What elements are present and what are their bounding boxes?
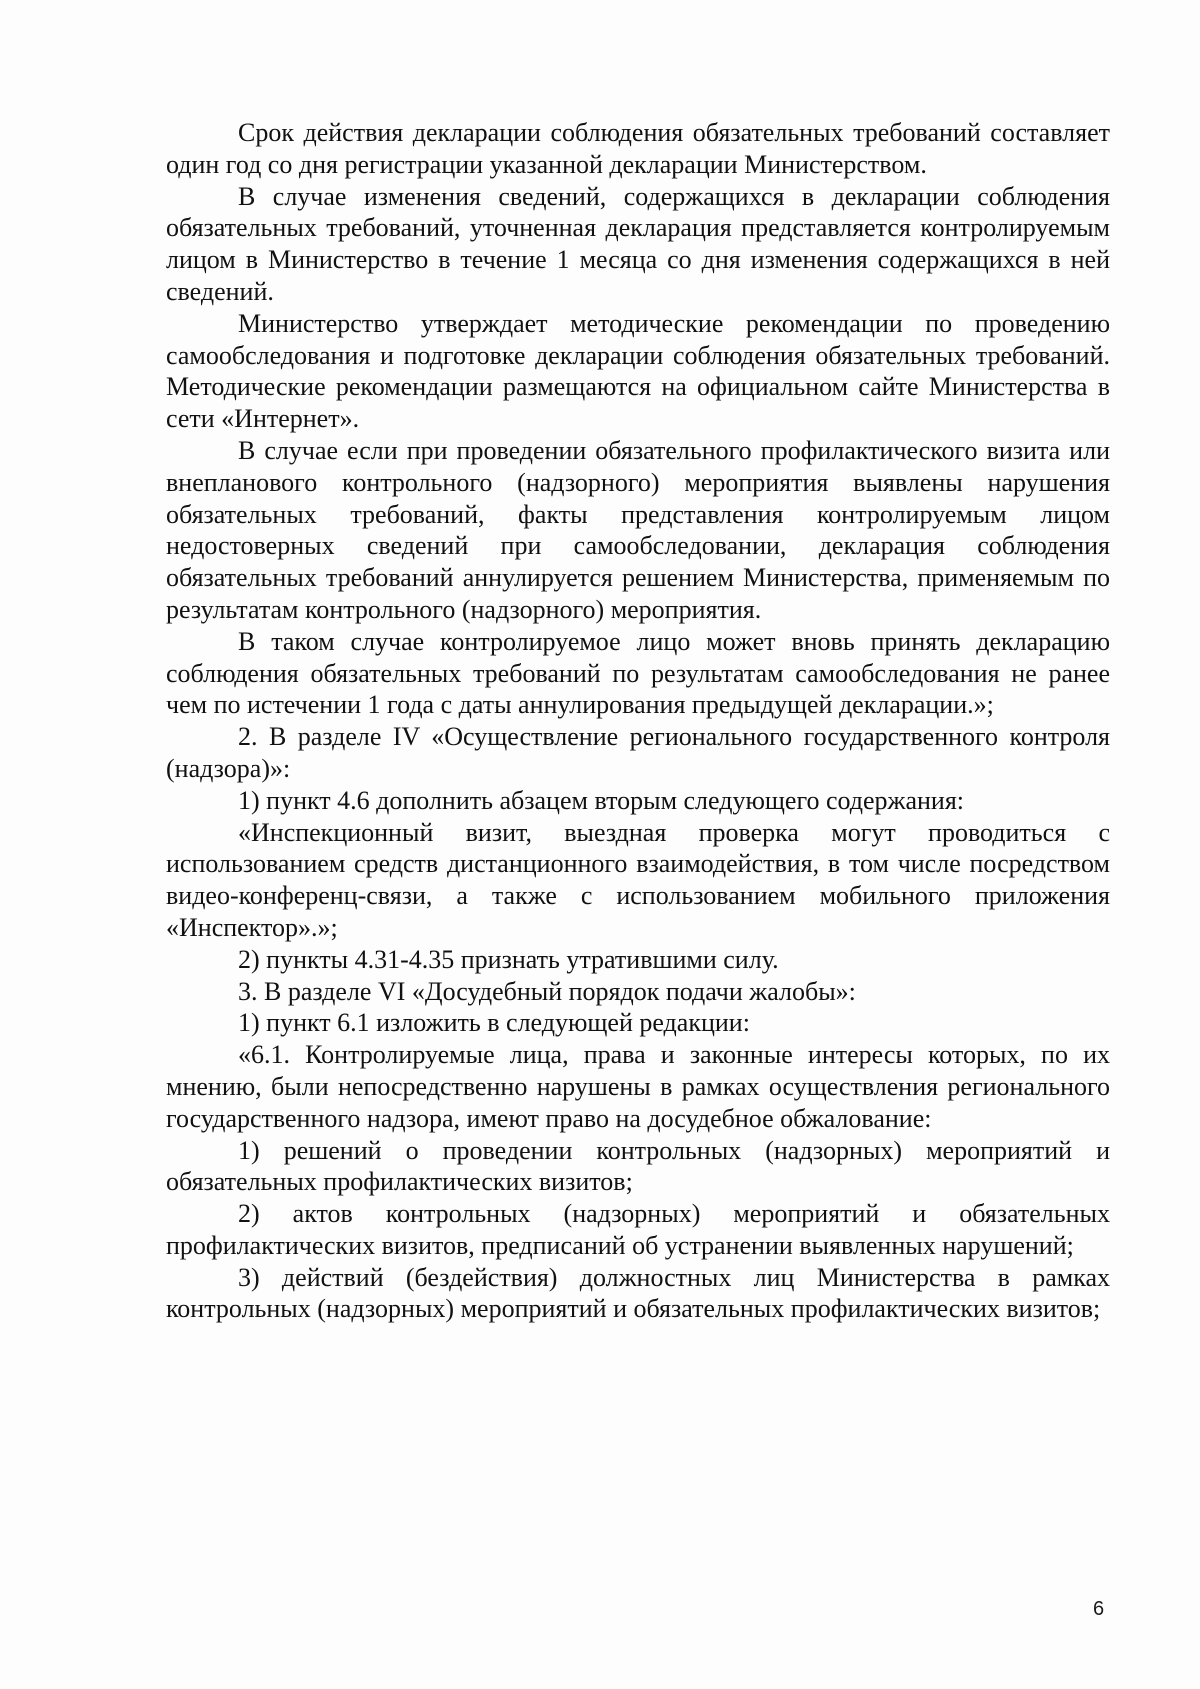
page-number: 6 xyxy=(1093,1598,1105,1620)
document-body xyxy=(166,117,1110,1325)
paragraph: В случае если при проведении обязательного профилактического визита или внепланового контрольного (надзорного) мероприятия выявлены нарушения обязательных требований, факты представления контролируемым лицом недостоверных сведений при самообследовании, декларация соблюдения обязательных требований аннулируется решением Министерства, применяемым по результатам контрольного (надзорного) мероприятия. xyxy=(166,435,1110,624)
paragraph: 2. В разделе IV «Осуществление регионального государственного контроля (надзора)»: xyxy=(166,722,1110,783)
paragraph: 1) пункт 4.6 дополнить абзацем вторым следующего содержания: xyxy=(238,785,965,815)
paragraph: 2) актов контрольных (надзорных) мероприятий и обязательных профилактических визитов, предписаний об устранении выявленных нарушений; xyxy=(166,1199,1110,1260)
paragraph: 3) действий (бездействия) должностных лиц Министерства в рамках контрольных (надзорных) мероприятий и обязательных профилактических визитов; xyxy=(166,1262,1110,1324)
paragraph: 1) решений о проведении контрольных (надзорных) мероприятий и обязательных профилактических визитов; xyxy=(166,1135,1110,1197)
paragraph: Министерство утверждает методические рекомендации по проведению самообследования и подготовке декларации соблюдения обязательных требований. Методические рекомендации размещаются на официальном сайте Министерства в сети «Интернет». xyxy=(166,308,1110,434)
paragraph: 3. В разделе VI «Досудебный порядок подачи жалобы»: xyxy=(238,976,856,1006)
paragraph: «Инспекционный визит, выездная проверка могут проводиться с использованием средств дистанционного взаимодействия, в том числе посредством видео-конференц-связи, а также с использованием мобильного приложения «Инспектор».»; xyxy=(166,817,1110,942)
paragraph: В таком случае контролируемое лицо может вновь принять декларацию соблюдения обязательных требований по результатам самообследования не ранее чем по истечении 1 года с даты аннулирования предыдущей декларации.»; xyxy=(166,626,1110,720)
paragraph: «6.1. Контролируемые лица, права и законные интересы которых, по их мнению, были непосредственно нарушены в рамках осуществления регионального государственного надзора, имеют право на досудебное обжалование: xyxy=(166,1040,1110,1133)
paragraph: Срок действия декларации соблюдения обязательных требований составляет один год со дня регистрации указанной декларации Министерством. xyxy=(166,118,1110,179)
paragraph: 1) пункт 6.1 изложить в следующей редакции: xyxy=(238,1008,750,1038)
paragraph: 2) пункты 4.31-4.35 признать утратившими силу. xyxy=(238,944,779,974)
paragraph: В случае изменения сведений, содержащихся в декларации соблюдения обязательных требований, уточненная декларация представляется контролируемым лицом в Министерство в течение 1 месяца со дня изменения содержащихся в ней сведений. xyxy=(166,181,1110,306)
